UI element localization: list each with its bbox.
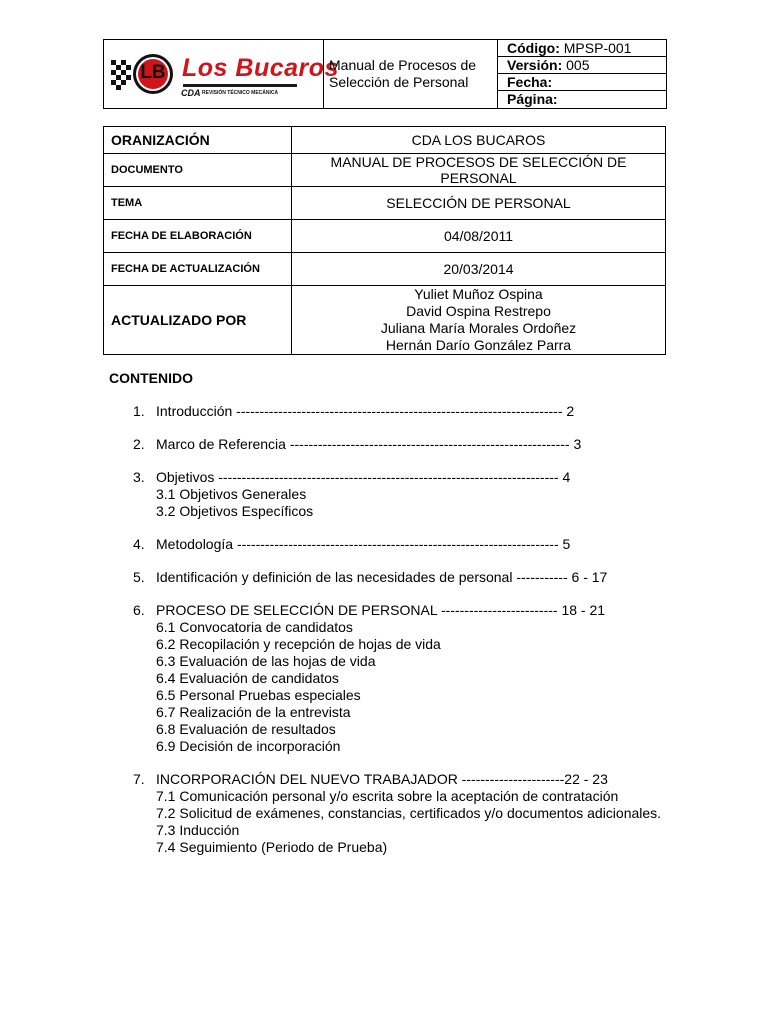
version-row [498, 57, 666, 74]
version-label: Versión: [507, 57, 563, 73]
toc-subentry: 7.2 Solicitud de exámenes, constancias, certificados y/o documentos adicionales. [156, 805, 662, 821]
toc-entry: PROCESO DE SELECCIÓN DE PERSONAL ------------------------- 18 - 21 [156, 602, 606, 618]
list-item [109, 602, 669, 755]
toc-number: 5. [133, 569, 145, 585]
codigo-value: MPSP-001 [563, 40, 632, 56]
contents-heading: CONTENIDO [109, 370, 193, 386]
logo-emblem-text: LB [140, 62, 166, 83]
codigo-row [498, 40, 666, 57]
document-info-table [103, 126, 666, 355]
toc-subentry: 6.2 Recopilación y recepción de hojas de vida [156, 636, 441, 652]
logo-cda-text: CDA [181, 88, 201, 98]
company-logo [109, 46, 339, 102]
toc-number: 3. [133, 469, 145, 485]
toc-subentry: 7.4 Seguimiento (Periodo de Prueba) [156, 839, 388, 855]
toc-subentry: 7.3 Inducción [156, 822, 240, 838]
document-title-line2: Selección de Personal [329, 74, 469, 90]
logo-brand-text: Los Bucaros [182, 54, 339, 82]
document-title-line1: Manual de Procesos de [329, 57, 477, 73]
table-row [104, 253, 666, 286]
info-value: 04/08/2011 [292, 220, 666, 253]
toc-subentry: 3.1 Objetivos Generales [156, 486, 307, 502]
table-row [104, 154, 666, 187]
logo-stripe [183, 84, 297, 87]
info-value [292, 286, 666, 355]
toc-entry: INCORPORACIÓN DEL NUEVO TRABAJADOR ----------------------22 - 23 [156, 771, 608, 787]
updater-name: Juliana María Morales Ordoñez [380, 320, 577, 336]
codigo-label: Código: [507, 40, 560, 56]
toc-number: 1. [133, 403, 145, 419]
toc-entry: Introducción ---------------------------------------------------------------------- 2 [156, 403, 575, 419]
table-row [104, 127, 666, 154]
list-item [109, 436, 669, 453]
toc-entry: Marco de Referencia ------------------------------------------------------------ 3 [156, 436, 582, 452]
toc-number: 2. [133, 436, 145, 452]
fecha-label: Fecha: [507, 74, 553, 90]
toc-subentry: 7.1 Comunicación personal y/o escrita sobre la aceptación de contratación [156, 788, 619, 804]
table-row [104, 220, 666, 253]
info-key: ACTUALIZADO POR [104, 286, 292, 355]
toc-subentry: 6.4 Evaluación de candidatos [156, 670, 339, 686]
toc-number: 6. [133, 602, 145, 618]
logo-cell [104, 40, 339, 108]
info-key: FECHA DE ELABORACIÓN [104, 220, 292, 253]
table-of-contents [109, 370, 669, 872]
toc-subentry: 6.3 Evaluación de las hojas de vida [156, 653, 376, 669]
table-row [104, 187, 666, 220]
pagina-row [498, 91, 666, 108]
document-header [103, 39, 667, 109]
info-value: CDA LOS BUCAROS [292, 127, 666, 154]
document-title-cell [323, 40, 498, 108]
logo-subtitle-text: REVISIÓN TÉCNICO MECÁNICA [202, 90, 279, 96]
toc-number: 4. [133, 536, 145, 552]
info-key: ORANIZACIÓN [104, 127, 292, 154]
toc-number: 7. [133, 771, 145, 787]
list-item [109, 469, 669, 520]
table-row [104, 286, 666, 355]
toc-entry: Metodología --------------------------------------------------------------------- 5 [156, 536, 571, 552]
list-item [109, 403, 669, 420]
list-item [109, 569, 669, 586]
document-meta [498, 40, 666, 108]
toc-subentry: 6.1 Convocatoria de candidatos [156, 619, 353, 635]
info-value: 20/03/2014 [292, 253, 666, 286]
info-key: FECHA DE ACTUALIZACIÓN [104, 253, 292, 286]
info-key: DOCUMENTO [104, 154, 292, 187]
list-item [109, 771, 669, 856]
toc-subentry: 6.7 Realización de la entrevista [156, 704, 351, 720]
updater-name: Hernán Darío González Parra [385, 337, 572, 353]
fecha-row [498, 74, 666, 91]
pagina-label: Página: [507, 91, 558, 107]
toc-subentry: 6.9 Decisión de incorporación [156, 738, 341, 754]
version-value: 005 [566, 57, 590, 73]
info-key: TEMA [104, 187, 292, 220]
updater-name: David Ospina Restrepo [406, 303, 551, 319]
info-value: SELECCIÓN DE PERSONAL [292, 187, 666, 220]
toc-entry: Objetivos ------------------------------------------------------------------------- 4 [156, 469, 571, 485]
toc-subentry: 6.8 Evaluación de resultados [156, 721, 336, 737]
list-item [109, 536, 669, 553]
toc-entry: Identificación y definición de las necesidades de personal ----------- 6 - 17 [156, 569, 608, 585]
toc-subentry: 6.5 Personal Pruebas especiales [156, 687, 361, 703]
toc-subentry: 3.2 Objetivos Específicos [156, 503, 314, 519]
info-value: MANUAL DE PROCESOS DE SELECCIÓN DE PERSONAL [292, 154, 666, 187]
updater-name: Yuliet Muñoz Ospina [414, 286, 543, 302]
